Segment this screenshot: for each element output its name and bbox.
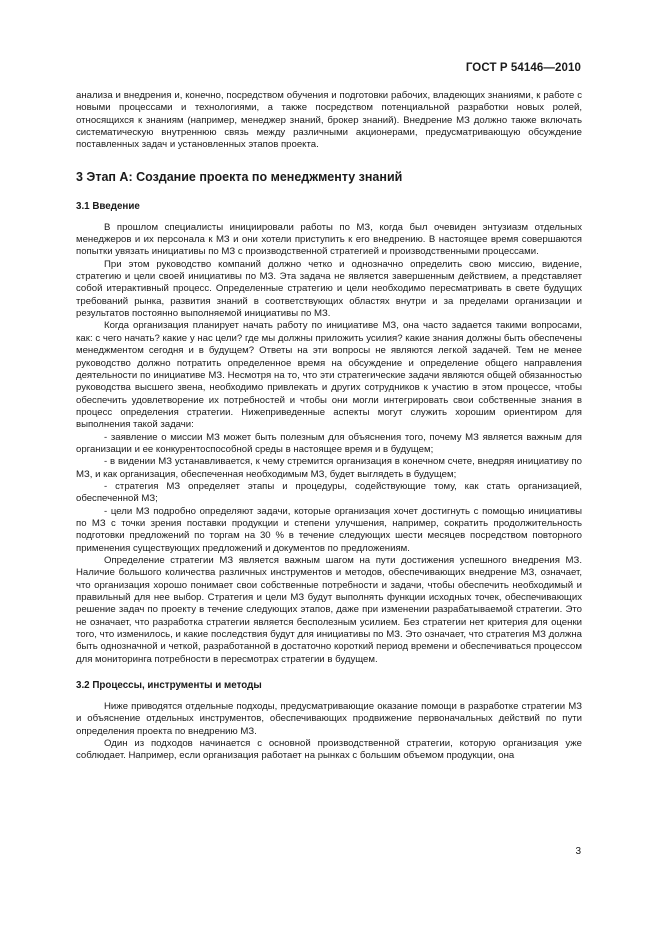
subsection-3-2-title: 3.2 Процессы, инструменты и методы (76, 680, 262, 692)
page-number: 3 (575, 846, 581, 857)
page-content (76, 90, 582, 763)
paragraph: В прошлом специалисты инициировали работы по МЗ, когда был очевиден энтузиазм отдельных менеджеров и их персонала к МЗ и они хотели приступить к его внедрению. В настоящее время совершаются попытки увязать инициативы по МЗ с производственной стратегией и производственными процессами. (76, 221, 582, 258)
document-code-header: ГОСТ Р 54146—2010 (465, 62, 581, 74)
list-item: - заявление о миссии МЗ может быть полезным для объяснения того, почему МЗ является важным для организации и ее конкурентоспособной среды в настоящее время и в будущем; (76, 431, 582, 455)
list-item: - в видении МЗ устанавливается, к чему стремится организация в конечном счете, внедряя инициативу по МЗ, и как организация, обеспеченная необходимым МЗ, будет выглядеть в будущем; (76, 456, 582, 480)
list-item: - стратегия МЗ определяет этапы и процедуры, содействующие тому, как стать организацией, обеспеченной МЗ; (76, 480, 582, 505)
subsection-3-1-title: 3.1 Введение (76, 200, 140, 212)
section-3-title: 3 Этап А: Создание проекта по менеджменту знаний (76, 169, 403, 184)
paragraph: Один из подходов начинается с основной производственной стратегии, которую организация уже соблюдает. Например, если организация работает на рынках с большим объемом продукции, она (76, 738, 582, 762)
paragraph: Когда организация планирует начать работу по инициативе МЗ, она часто задается такими вопросами, как: с чего начать? какие у нас цели? где мы должны приложить усилия? какие знания должны быть обеспечены менеджментом сегодня и в будущем? Ответы на эти вопросы не являются легкой задачей. Тем не менее руководство должно потратить определенное время на обсуждение и определение общего направления деятельности по инициативе МЗ. Несмотря на то, что эти стратегические задачи являются общей обязанностью руководства высшего звена, необходимо привлекать и других сотрудников к участию в этом процессе, чтобы обеспечить удовлетворение их потребностей и чтобы они могли интегрировать свои собственные знания в процесс определения стратегии. Нижеприведенные аспекты могут служить хорошим ориентиром для выполнения такой задачи: (76, 320, 582, 431)
paragraph: Определение стратегии МЗ является важным шагом на пути достижения успешного внедрения МЗ. Наличие большого количества различных инструментов и методов, обеспечивающих внедрение МЗ, означает, что организация хорошо понимает свои собственные потребности и задачи, чтобы обеспечить необходимый и правильный для нее выбор. Стратегия и цели МЗ будут выполнять функции исходных точек, обеспечивающих решение задач по проекту в течение следующих этапов, даже при изменении разрабатываемой стратегии. Это не означает, что разработка стратегии является бесполезным усилием. Без стратегии нет критерия для оценки того, что изменилось, и какие последствия будут для инициативы по МЗ. Это означает, что стратегия МЗ должна быть однозначной и четкой, разработанной в достаточно короткий период времени и обеспечиваться процессом для мониторинга потребности в пересмотрах стратегии в будущем. (76, 555, 582, 665)
list-item: - цели МЗ подробно определяют задачи, которые организация хочет достигнуть с помощью инициативы по МЗ с точки зрения поставки продукции и степени улучшения, например, сократить продолжительность подготовки предложений по торгам на 30 % в течение следующих шести месяцев посредством повторного применения существующих предложений и документов по предложениям. (76, 505, 582, 554)
intro-paragraph: анализа и внедрения и, конечно, посредством обучения и подготовки рабочих, владеющих знаниями, к работе с новыми процессами и технологиями, а также посредством потенциальной разработки новых ролей, относящихся к знаниям (например, менеджер знаний, брокер знаний). Внедрение МЗ должно также включать систематическую внутреннюю связь между различными акционерами, предусматривающую обсуждение поставленных задач и установленных этапов проекта. (76, 90, 582, 151)
paragraph: При этом руководство компаний должно четко и однозначно определить свою миссию, видение, стратегию и цели своей инициативы по МЗ. Эта задача не является завершенным действием, а представляет собой итерактивный процесс. Определенные стратегию и цели необходимо пересматривать в свете будущих требований рынка, развития знаний в соответствующих областях внутри и за пределами организации и результатов постоянно выполняемой инициативы по МЗ. (76, 258, 582, 320)
paragraph: Ниже приводятся отдельные подходы, предусматривающие оказание помощи в разработке стратегии МЗ и объяснение отдельных инструментов, обеспечивающих продвижение первоначальных действий по пути определения проекта по внедрению МЗ. (76, 701, 582, 737)
